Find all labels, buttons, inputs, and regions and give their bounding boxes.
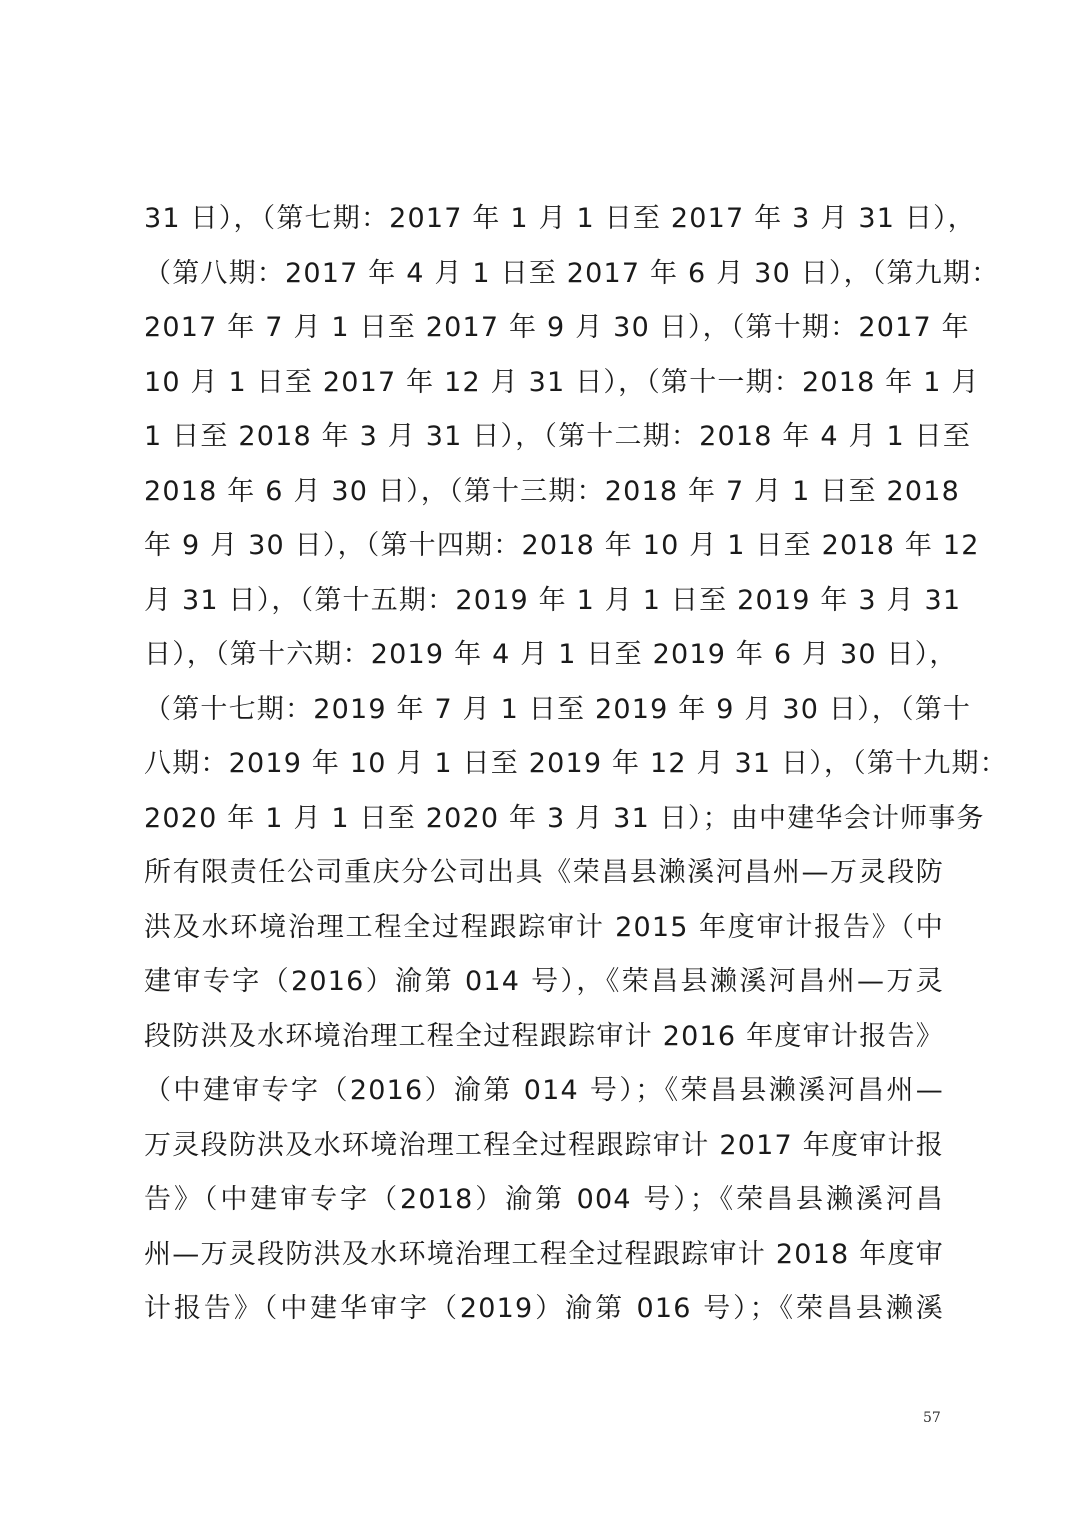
text-line-13: 所有限责任公司重庆分公司出具《荣昌县濑溪河昌州—万灵段防 xyxy=(144,857,944,888)
text-line-12: 2020 年 1 月 1 日至 2020 年 3 月 31 日）；由中建华会计师事务 xyxy=(144,802,985,834)
text-line-17: （中建审专字（2016）渝第 014 号）；《荣昌县濑溪河昌州— xyxy=(144,1075,944,1106)
text-line-11: 八期：2019 年 10 月 1 日至 2019 年 12 月 31 日），（第十九期： xyxy=(144,748,1008,779)
text-line-20: 州—万灵段防洪及水环境治理工程全过程跟踪审计 2018 年度审 xyxy=(144,1238,944,1270)
text-line-21: 计报告》（中建华审字（2019）渝第 016 号）；《荣昌县濑溪 xyxy=(144,1293,944,1324)
text-line-16: 段防洪及水环境治理工程全过程跟踪审计 2016 年度审计报告》 xyxy=(144,1020,944,1052)
text-line-2: （第八期：2017 年 4 月 1 日至 2017 年 6 月 30 日），（第九期： xyxy=(144,257,1000,289)
text-line-18: 万灵段防洪及水环境治理工程全过程跟踪审计 2017 年度审计报 xyxy=(144,1129,944,1161)
text-line-14: 洪及水环境治理工程全过程跟踪审计 2015 年度审计报告》（中 xyxy=(144,911,944,943)
text-line-1: 31 日），（第七期：2017 年 1 月 1 日至 2017 年 3 月 31 日）， xyxy=(144,203,976,234)
page-number: 57 xyxy=(923,1410,941,1426)
text-line-4: 10 月 1 日至 2017 年 12 月 31 日），（第十一期：2018 年 1 月 xyxy=(144,366,980,398)
text-line-6: 2018 年 6 月 30 日），（第十三期：2018 年 7 月 1 日至 2018 xyxy=(144,475,961,507)
text-line-9: 日），（第十六期：2019 年 4 月 1 日至 2019 年 6 月 30 日）， xyxy=(144,639,958,670)
text-line-10: （第十七期：2019 年 7 月 1 日至 2019 年 9 月 30 日），（第十 xyxy=(144,693,972,725)
text-line-15: 建审专字（2016）渝第 014 号），《荣昌县濑溪河昌州—万灵 xyxy=(144,966,944,997)
text-line-7: 年 9 月 30 日），（第十四期：2018 年 10 月 1 日至 2018 年 12 xyxy=(144,530,980,561)
text-line-8: 月 31 日），（第十五期：2019 年 1 月 1 日至 2019 年 3 月 31 xyxy=(144,584,962,616)
text-line-19: 告》（中建审专字（2018）渝第 004 号）；《荣昌县濑溪河昌 xyxy=(144,1184,944,1215)
text-line-5: 1 日至 2018 年 3 月 31 日），（第十二期：2018 年 4 月 1 日至 xyxy=(144,421,972,452)
body-text xyxy=(144,192,1008,1337)
text-line-3: 2017 年 7 月 1 日至 2017 年 9 月 30 日），（第十期：2017 年 xyxy=(144,312,970,343)
